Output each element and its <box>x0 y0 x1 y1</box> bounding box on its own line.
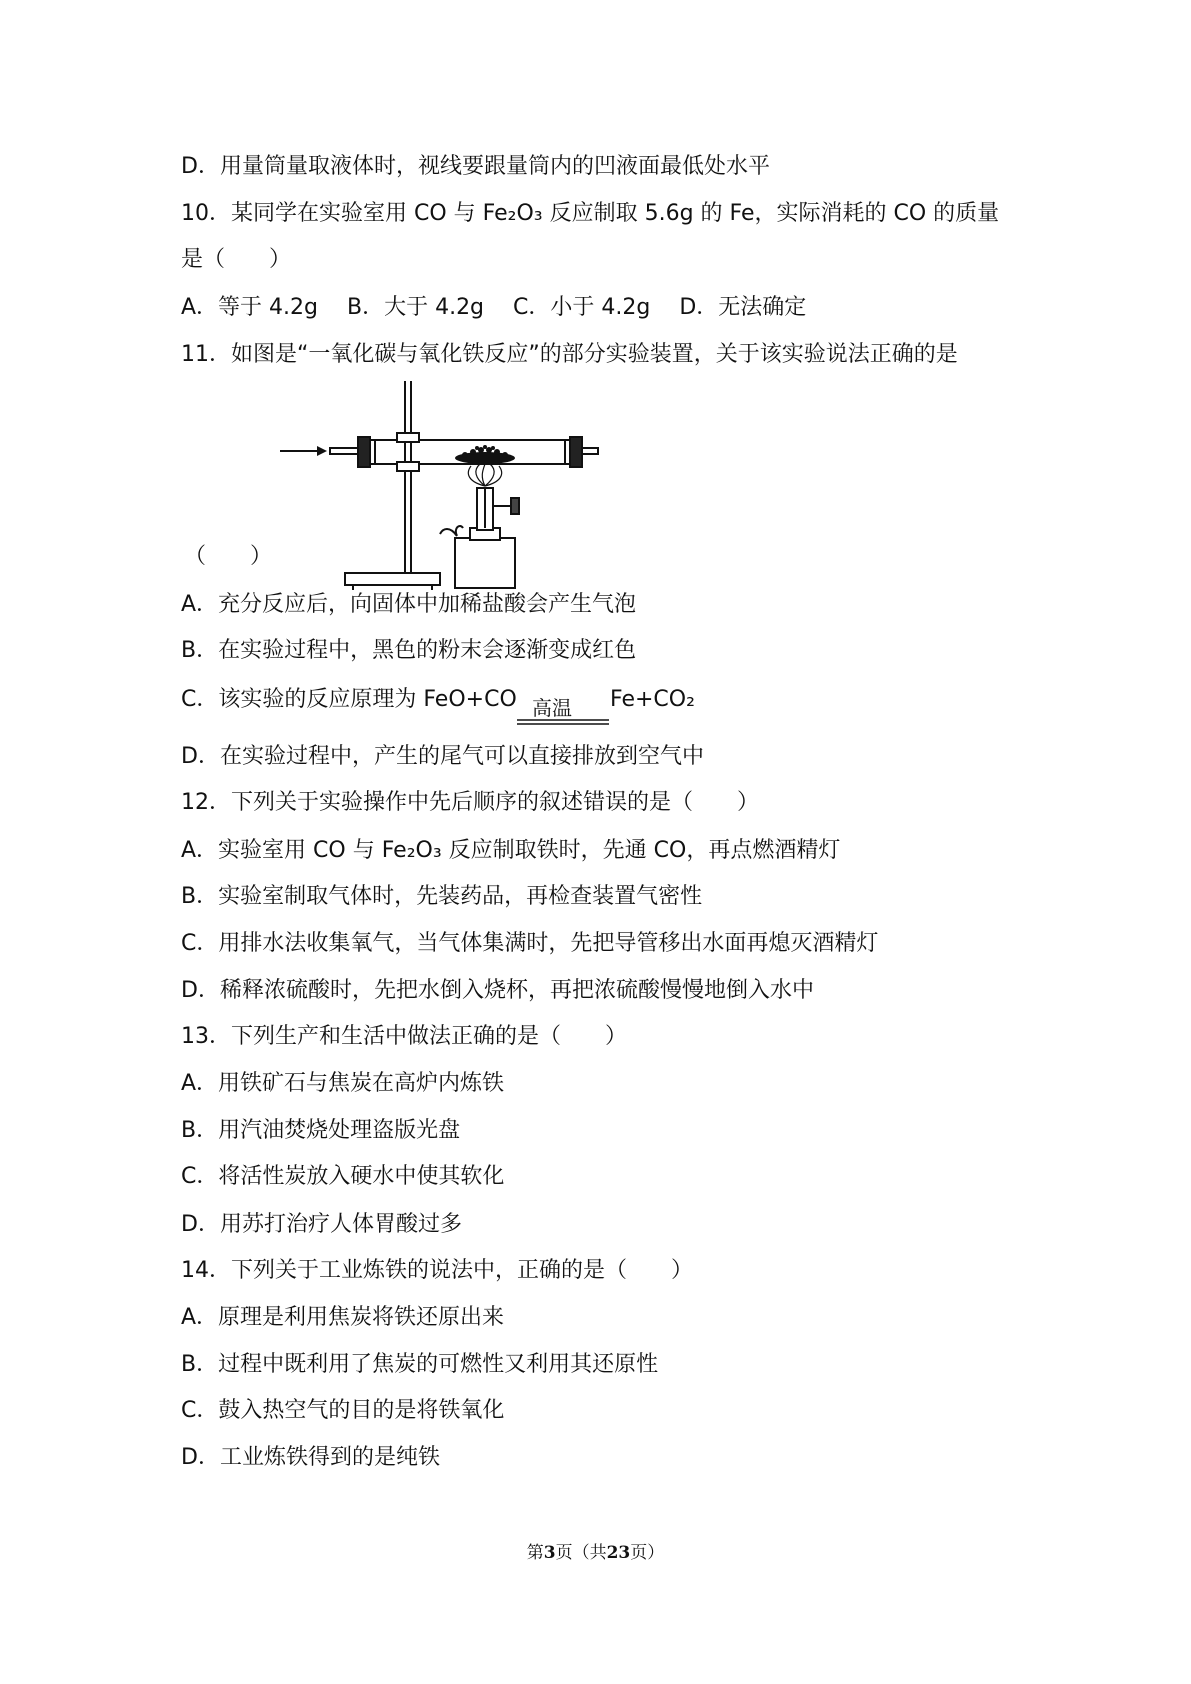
question-11: 11．如图是“一氧化碳与氧化铁反应”的部分实验装置，关于该实验说法正确的是 <box>181 342 958 367</box>
equation-equals-sign <box>517 718 609 726</box>
question-14: 14．下列关于工业炼铁的说法中，正确的是（ ） <box>181 1258 693 1283</box>
option-13b: B．用汽油焚烧处理盗版光盘 <box>181 1118 461 1143</box>
option-11b: B．在实验过程中，黑色的粉末会逐渐变成红色 <box>181 638 637 663</box>
footer-mid: 页（共 <box>555 1543 607 1563</box>
option-12c: C．用排水法收集氧气，当气体集满时，先把导管移出水面再熄灭酒精灯 <box>181 931 879 956</box>
apparatus-figure <box>275 378 625 593</box>
option-14d: D．工业炼铁得到的是纯铁 <box>181 1445 440 1470</box>
footer-prefix: 第 <box>526 1543 544 1563</box>
page-footer <box>0 1538 1191 1563</box>
option-12b: B．实验室制取气体时，先装药品，再检查装置气密性 <box>181 884 703 909</box>
question-12: 12．下列关于实验操作中先后顺序的叙述错误的是（ ） <box>181 790 759 815</box>
question-11-tail: （ ） <box>184 544 273 569</box>
question-10: 10．某同学在实验室用 CO 与 Fe₂O₃ 反应制取 5.6g 的 Fe，实际消耗的 CO 的质量 <box>181 201 1000 226</box>
option-11c-products: Fe+CO₂ <box>610 687 695 712</box>
option-14c: C．鼓入热空气的目的是将铁氧化 <box>181 1398 505 1423</box>
option-11c: C．该实验的反应原理为 FeO+CO <box>181 687 517 712</box>
option-11d: D．在实验过程中，产生的尾气可以直接排放到空气中 <box>181 744 704 769</box>
option-13c: C．将活性炭放入硬水中使其软化 <box>181 1164 505 1189</box>
footer-suffix: 页） <box>630 1543 665 1563</box>
reaction-condition: 高温 <box>532 696 572 720</box>
option-14a: A．原理是利用焦炭将铁还原出来 <box>181 1305 505 1330</box>
page-number: 3 <box>543 1543 556 1563</box>
question-10-options: A．等于 4.2g B．大于 4.2g C．小于 4.2g D．无法确定 <box>181 295 807 320</box>
option-9d: D．用量筒量取液体时，视线要跟量筒内的凹液面最低处水平 <box>181 154 770 179</box>
option-13a: A．用铁矿石与焦炭在高炉内炼铁 <box>181 1071 505 1096</box>
option-13d: D．用苏打治疗人体胃酸过多 <box>181 1212 462 1237</box>
option-11a: A．充分反应后，向固体中加稀盐酸会产生气泡 <box>181 592 637 617</box>
total-pages: 23 <box>606 1543 631 1563</box>
option-14b: B．过程中既利用了焦炭的可燃性又利用其还原性 <box>181 1352 659 1377</box>
question-13: 13．下列生产和生活中做法正确的是（ ） <box>181 1024 627 1049</box>
question-10-tail: 是（ ） <box>181 247 292 272</box>
option-12a: A．实验室用 CO 与 Fe₂O₃ 反应制取铁时，先通 CO，再点燃酒精灯 <box>181 838 841 863</box>
option-12d: D．稀释浓硫酸时，先把水倒入烧杯，再把浓硫酸慢慢地倒入水中 <box>181 978 814 1003</box>
